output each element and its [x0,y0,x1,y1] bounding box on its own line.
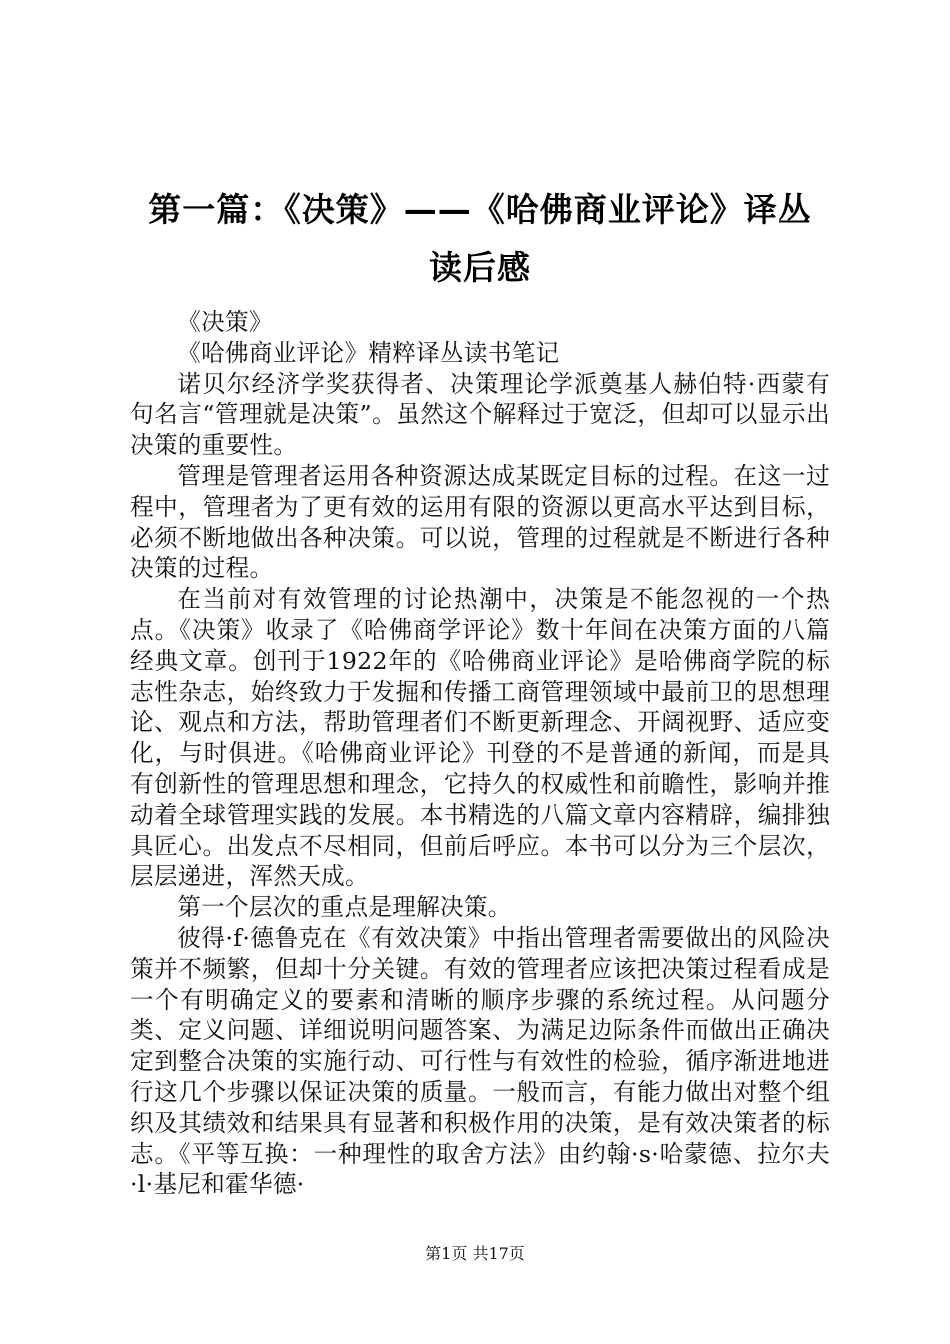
title-line-2: 读后感 [429,248,531,287]
document-page [130,0,830,1344]
paragraph-subtitle: 《哈佛商业评论》精粹译丛读书笔记 [177,338,560,367]
paragraph: 管理是管理者运用各种资源达成某既定目标的过程。在这一过程中，管理者为了更有效的运用有限的资源以更高水平达到目标，必须不断地做出各种决策。可以说，管理的过程就是不断进行各种决策的过程。 [130,461,830,583]
paragraph: 在当前对有效管理的讨论热潮中，决策是不能忽视的一个热点。《决策》收录了《哈佛商学评论》数十年间在决策方面的八篇经典文章。创刊于1922年的《哈佛商业评论》是哈佛商学院的标志性杂志，始终致力于发掘和传播工商管理领域中最前卫的思想理论、观点和方法，帮助管理者们不断更新理念、开阔视野、适应变化，与时俱进。《哈佛商业评论》刊登的不是普通的新闻，而是具有创新性的管理思想和理念，它持久的权威性和前瞻性，影响并推动着全球管理实践的发展。本书精选的八篇文章内容精辟，编排独具匠心。出发点不尽相同，但前后呼应。本书可以分为三个层次，层层递进，浑然天成。 [130,585,830,891]
document-body [130,307,830,1200]
page-number: 第1页 共17页 [425,1244,525,1263]
paragraph-book-title: 《决策》 [177,308,273,336]
paragraph: 诺贝尔经济学奖获得者、决策理论学派奠基人赫伯特·西蒙有句名言“管理就是决策”。虽然这个解释过于宽泛，但却可以显示出决策的重要性。 [130,369,830,460]
paragraph: 彼得·f·德鲁克在《有效决策》中指出管理者需要做出的风险决策并不频繁，但却十分关键。有效的管理者应该把决策过程看成是一个有明确定义的要素和清晰的顺序步骤的系统过程。从问题分类、定义问题、详细说明问题答案、为满足边际条件而做出正确决定到整合决策的实施行动、可行性与有效性的检验，循序渐进地进行这几个步骤以保证决策的质量。一般而言，有能力做出对整个组织及其绩效和结果具有显著和积极作用的决策，是有效决策者的标志。《平等互换：一种理性的取舍方法》由约翰·s·哈蒙德、拉尔夫·l·基尼和霍华德· [130,923,830,1199]
page-footer [0,1244,950,1264]
document-title [130,0,830,297]
title-line-1: 第一篇：《决策》——《哈佛商业评论》译丛 [148,190,812,229]
paragraph: 第一个层次的重点是理解决策。 [177,893,512,922]
